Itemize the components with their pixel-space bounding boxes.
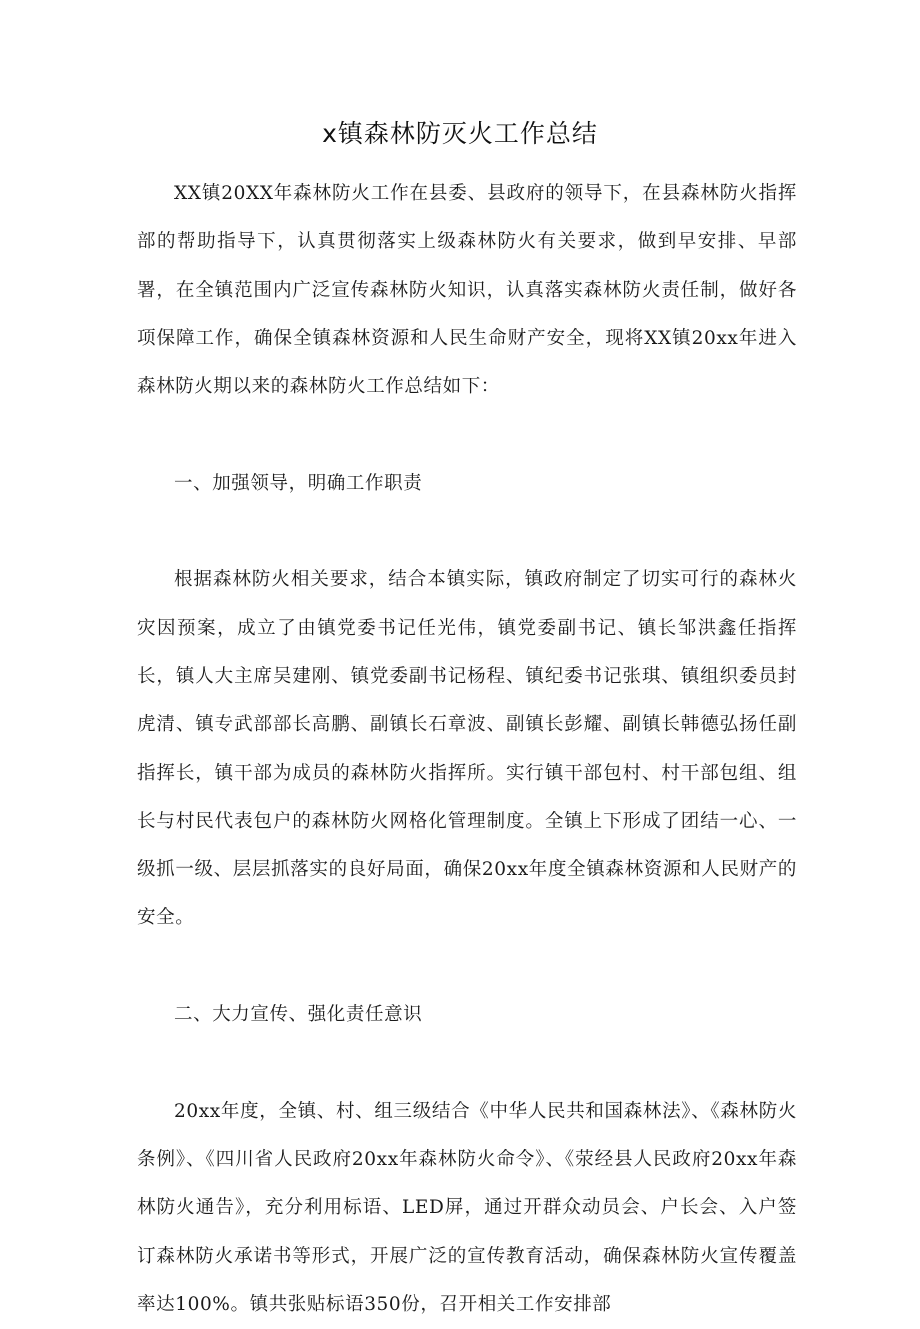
section-heading-2: 二、大力宣传、强化责任意识 [174,1004,423,1026]
intro-paragraph: XX镇20XX年森林防火工作在县委、县政府的领导下，在县森林防火指挥部的帮助指导下，认真贯彻落实上级森林防火有关要求，做到早安排、早部署，在全镇范围内广泛宣传森林防火知识，认真落实森林防火责任制，做好各项保障工作，确保全镇森林资源和人民生命财产安全，现将XX镇20xx年进入森林防火期以来的森林防火工作总结如下： [137,183,797,398]
section-heading-1: 一、加强领导，明确工作职责 [174,472,423,494]
section-2-paragraph: 20xx年度，全镇、村、组三级结合《中华人民共和国森林法》、《森林防火条例》、《四川省人民政府20xx年森林防火命令》、《荥经县人民政府20xx年森林防火通告》，充分利用标语、LED屏，通过开群众动员会、户长会、入户签订森林防火承诺书等形式，开展广泛的宣传教育活动，确保森林防火宣传覆盖率达100%。镇共张贴标语350份，召开相关工作安排部 [137,1100,797,1315]
document-title: x镇森林防灭火工作总结 [322,119,598,148]
section-1-paragraph: 根据森林防火相关要求，结合本镇实际，镇政府制定了切实可行的森林火灾因预案，成立了由镇党委书记任光伟，镇党委副书记、镇长邹洪鑫任指挥长，镇人大主席吴建刚、镇党委副书记杨程、镇纪委书记张琪、镇组织委员封虎清、镇专武部部长高鹏、副镇长石章波、副镇长彭耀、副镇长韩德弘扬任副指挥长，镇干部为成员的森林防火指挥所。实行镇干部包村、村干部包组、组长与村民代表包户的森林防火网格化管理制度。全镇上下形成了团结一心、一级抓一级、层层抓落实的良好局面，确保20xx年度全镇森林资源和人民财产的安全。 [137,569,797,929]
document-body [137,170,797,1329]
